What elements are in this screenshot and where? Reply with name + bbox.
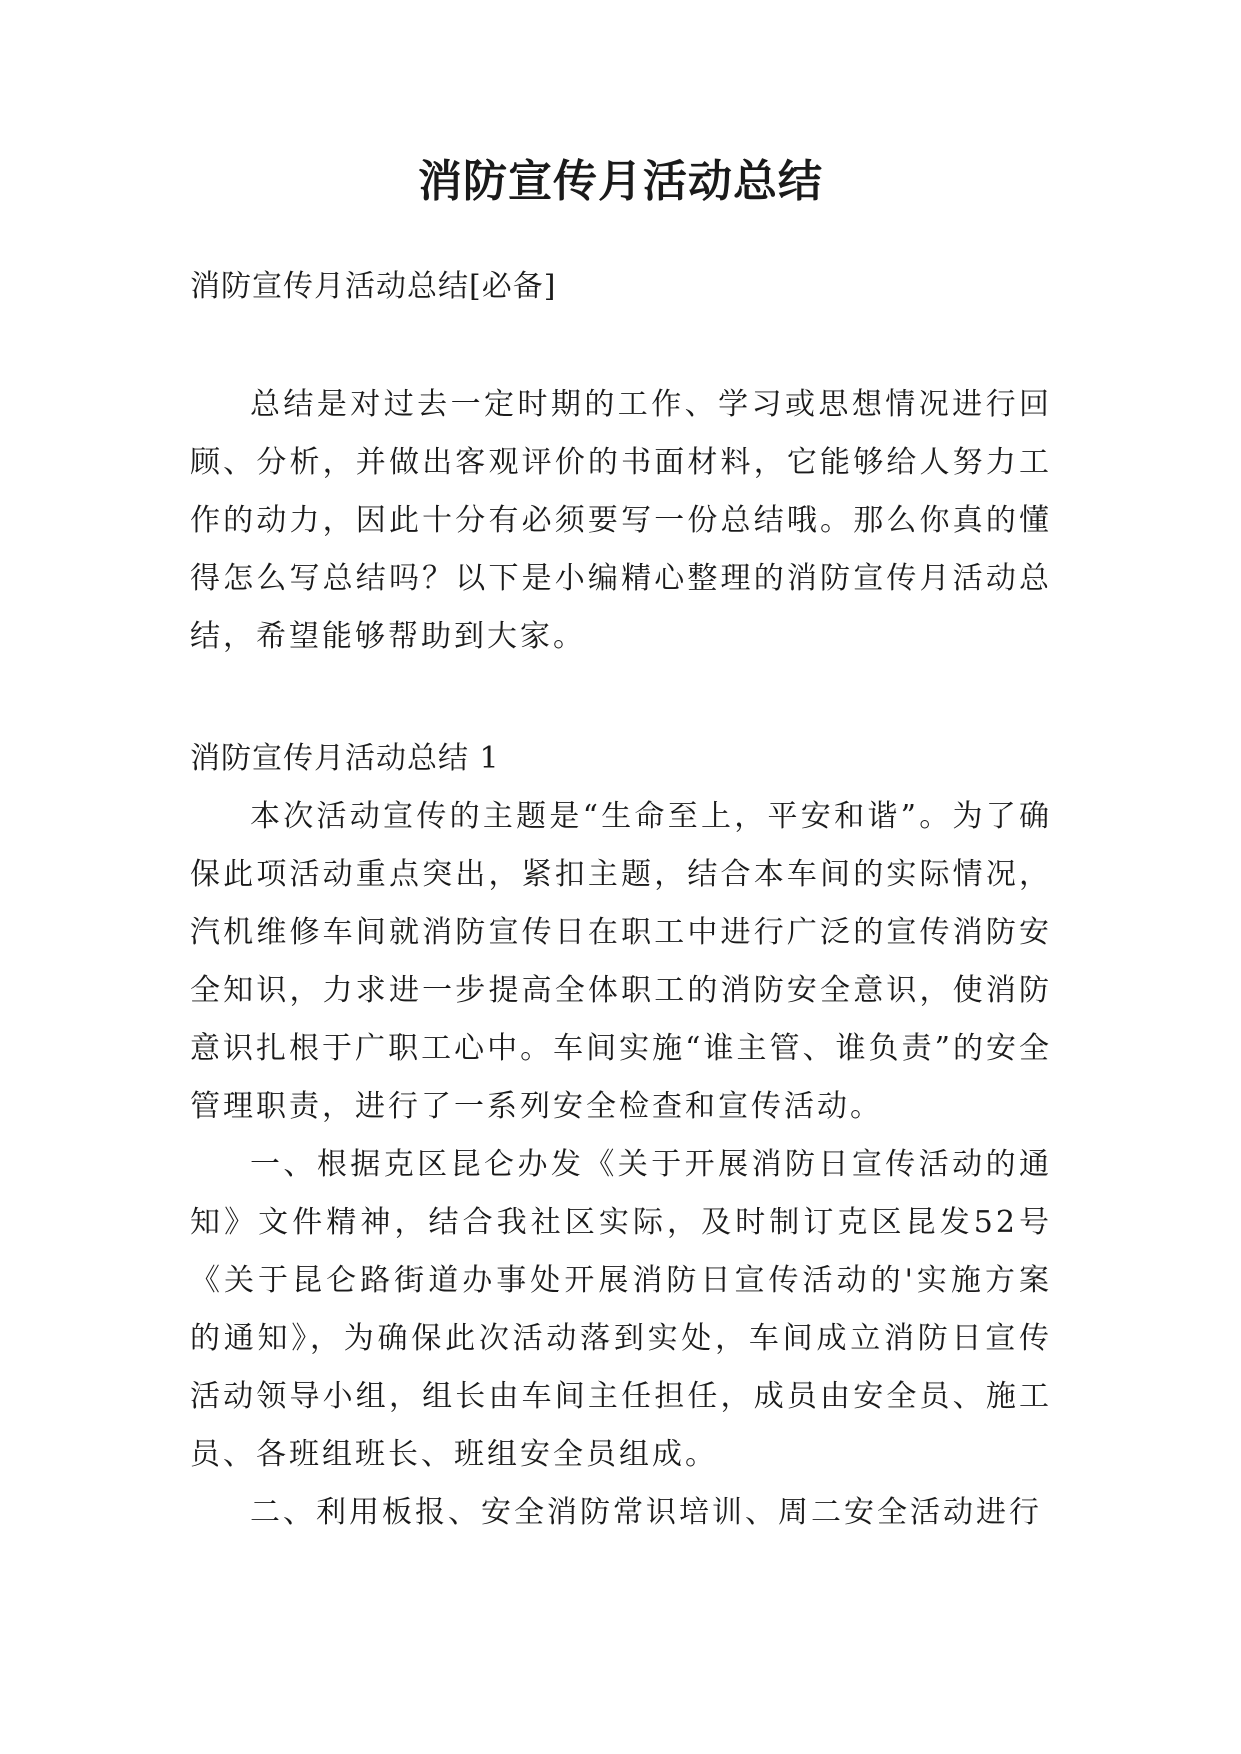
intro-paragraph: 总结是对过去一定时期的工作、学习或思想情况进行回顾、分析，并做出客观评价的书面材料，它能够给人努力工作的动力，因此十分有必须要写一份总结哦。那么你真的懂得怎么写总结吗？以下是小编精心整理的消防宣传月活动总结，希望能够帮助到大家。 <box>190 387 1052 654</box>
body-paragraph-1: 本次活动宣传的主题是“生命至上，平安和谐”。为了确保此项活动重点突出，紧扣主题，结合本车间的实际情况，汽机维修车间就消防宣传日在职工中进行广泛的宣传消防安全知识，力求进一步提高全体职工的消防安全意识，使消防意识扎根于广职工心中。车间实施“谁主管、谁负责”的安全管理职责，进行了一系列安全检查和宣传活动。 <box>190 799 1052 1124</box>
document-body <box>190 258 1052 1542</box>
body-paragraph-2: 一、根据克区昆仑办发《关于开展消防日宣传活动的通知》文件精神，结合我社区实际，及时制订克区昆发52号《关于昆仑路街道办事处开展消防日宣传活动的'实施方案的通知》，为确保此次活动落到实处，车间成立消防日宣传活动领导小组，组长由车间主任担任，成员由安全员、施工员、各班组班长、班组安全员组成。 <box>190 1147 1052 1472</box>
section-heading: 消防宣传月活动总结 1 <box>190 741 500 776</box>
body-paragraph-3: 二、利用板报、安全消防常识培训、周二安全活动进行 <box>250 1495 1042 1530</box>
document-title: 消防宣传月活动总结 <box>418 156 823 207</box>
document-subtitle: 消防宣传月活动总结[必备] <box>190 269 557 304</box>
